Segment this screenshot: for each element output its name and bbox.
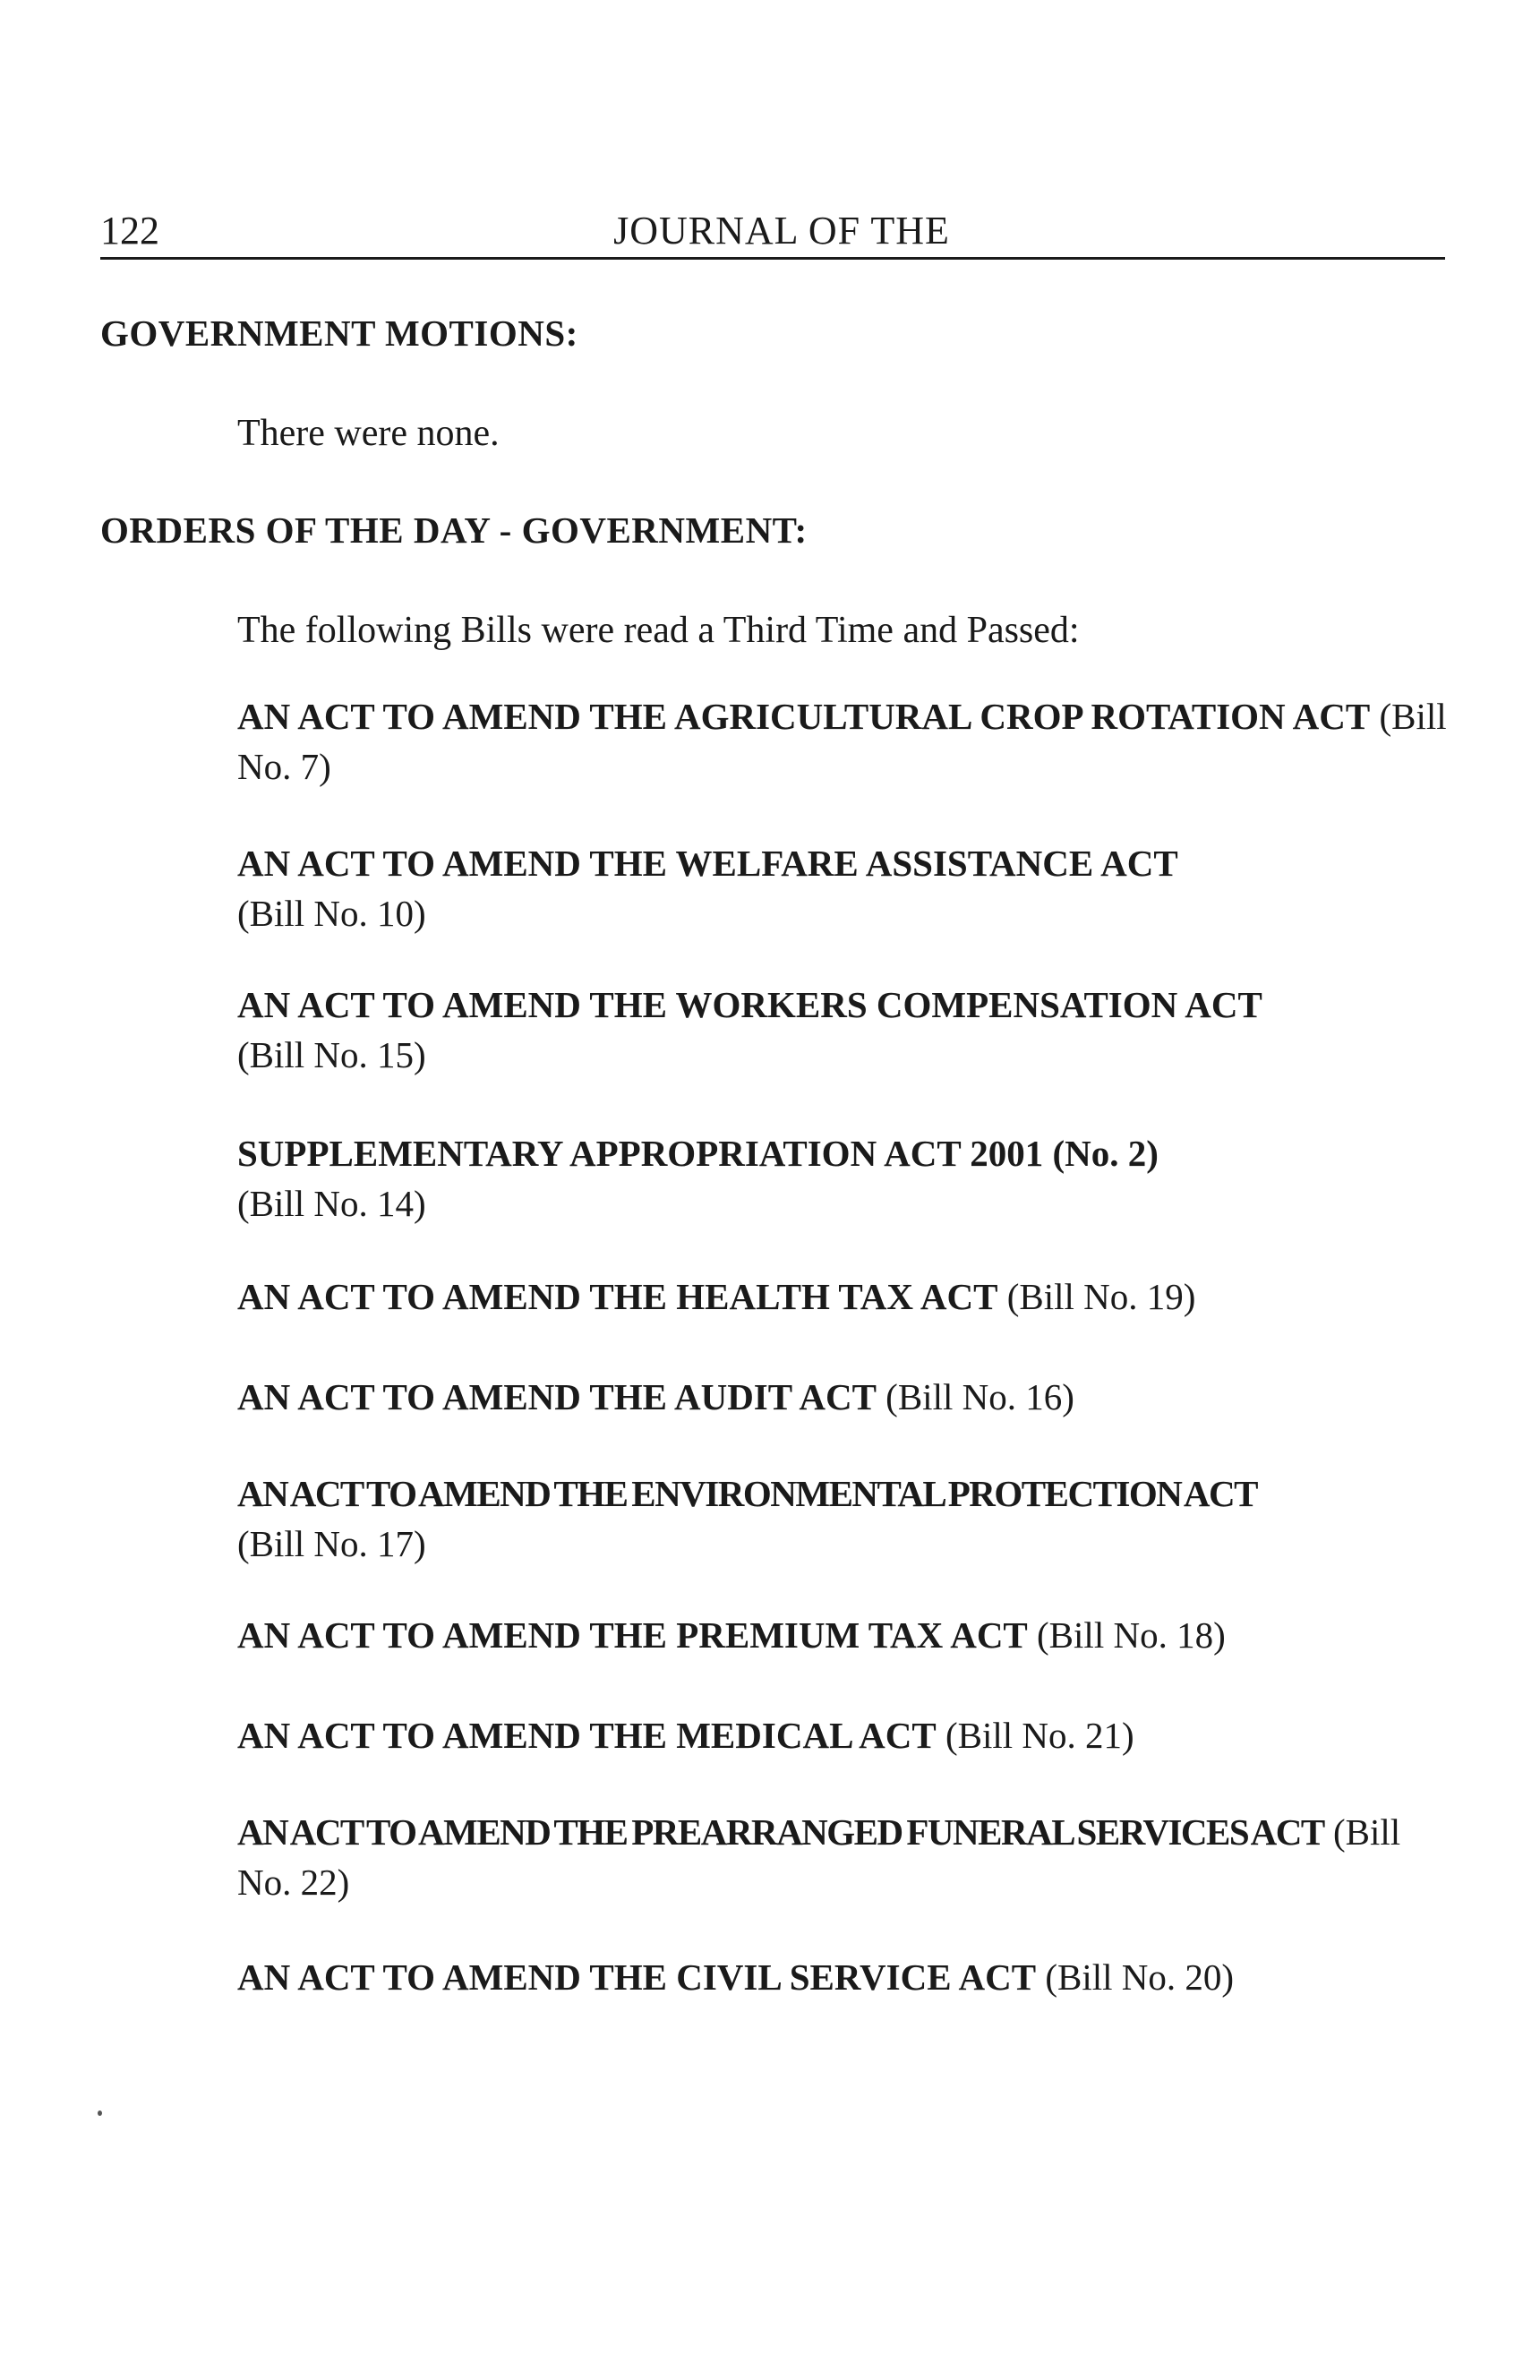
bill-entry [237, 1610, 1446, 1660]
government-motions-text: There were none. [237, 413, 500, 454]
bill-entry [237, 1128, 1446, 1229]
bill-number: (Bill No. 16) [886, 1376, 1074, 1417]
orders-of-the-day-intro: The following Bills were read a Third Time and Passed: [237, 610, 1080, 651]
bill-title: AN ACT TO AMEND THE PREARRANGED FUNERAL SERVICES ACT [237, 1811, 1324, 1853]
bill-title: AN ACT TO AMEND THE HEALTH TAX ACT [237, 1276, 998, 1317]
bill-entry [237, 980, 1446, 1080]
bill-number: (Bill No. 10) [237, 893, 426, 934]
bill-entry [237, 838, 1446, 938]
journal-title: JOURNAL OF THE [613, 209, 950, 253]
bill-entry [237, 691, 1455, 792]
bill-entry [237, 1468, 1446, 1569]
bill-number: (Bill No. 21) [945, 1715, 1134, 1756]
header-rule [100, 257, 1445, 260]
scan-speck [98, 2110, 102, 2116]
bill-number: (Bill No. 7) [237, 696, 1447, 787]
bill-title: AN ACT TO AMEND THE AGRICULTURAL CROP ROTATION ACT [237, 696, 1371, 737]
bill-number: (Bill No. 17) [237, 1523, 426, 1564]
bill-title: AN ACT TO AMEND THE ENVIRONMENTAL PROTECTION ACT [237, 1473, 1257, 1514]
bill-number: (Bill No. 20) [1045, 1956, 1235, 1998]
bill-title: AN ACT TO AMEND THE MEDICAL ACT [237, 1715, 937, 1756]
bill-number: (Bill No. 14) [237, 1183, 426, 1224]
government-motions-heading: GOVERNMENT MOTIONS: [100, 312, 578, 354]
bill-number: (Bill No. 22) [237, 1811, 1401, 1903]
bill-number: (Bill No. 15) [237, 1034, 426, 1075]
bill-number: (Bill No. 19) [1006, 1276, 1196, 1317]
bill-entry [237, 1271, 1446, 1322]
bill-entry [237, 1372, 1446, 1422]
bill-number: (Bill No. 18) [1037, 1614, 1226, 1656]
running-head [100, 204, 1445, 258]
bill-title: AN ACT TO AMEND THE WORKERS COMPENSATION ACT [237, 984, 1262, 1025]
bill-entry [237, 1807, 1446, 1907]
bill-entry [237, 1710, 1446, 1760]
orders-of-the-day-heading: ORDERS OF THE DAY - GOVERNMENT: [100, 509, 808, 551]
bill-entry [237, 1952, 1446, 2002]
page-number: 122 [100, 209, 159, 253]
bill-title: AN ACT TO AMEND THE CIVIL SERVICE ACT [237, 1956, 1037, 1998]
bill-title: AN ACT TO AMEND THE AUDIT ACT [237, 1376, 877, 1417]
bill-title: SUPPLEMENTARY APPROPRIATION ACT 2001 (No. 2) [237, 1133, 1159, 1174]
bill-title: AN ACT TO AMEND THE PREMIUM TAX ACT [237, 1614, 1028, 1656]
bill-title: AN ACT TO AMEND THE WELFARE ASSISTANCE ACT [237, 843, 1178, 884]
